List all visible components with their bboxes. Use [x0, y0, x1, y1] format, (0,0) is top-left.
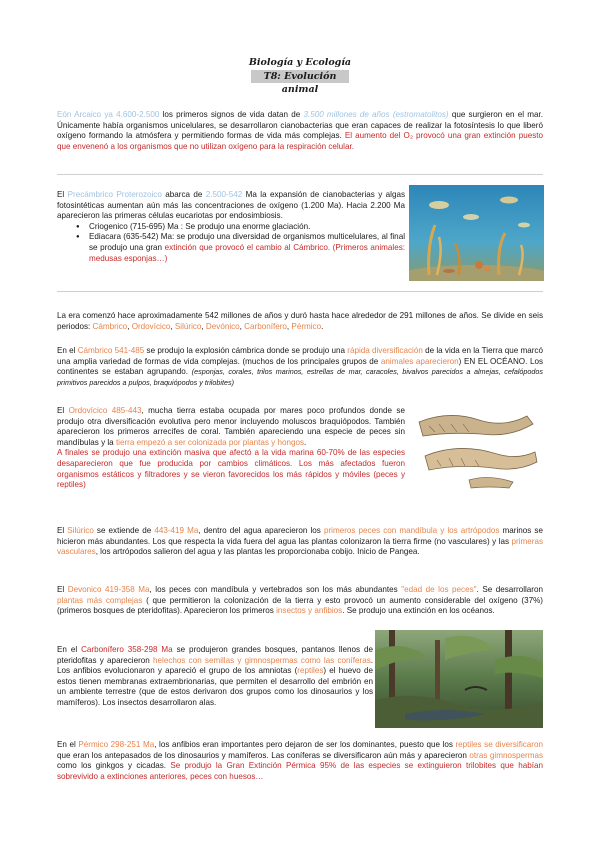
ediacara-extinction: extinción que provocó el cambio al Cámbrico. (Primeros animales: medusas esponjas…) [89, 242, 405, 263]
silurico-heading: Silúrico [67, 526, 94, 535]
ordovicico-text-3: . [304, 437, 307, 447]
cambrico-paragraph [57, 346, 543, 388]
devonico-heading: Devonico 419-358 Ma [67, 585, 150, 594]
jawless-fish-illustration [409, 402, 544, 492]
carbonifero-text-3: . Los anfibios evolucionaron y apareció el grupo de los amniotas ( [57, 655, 373, 676]
intro-text-1: los primeros signos de vida datan de [159, 110, 304, 119]
cambrico-heading: Cámbrico 541-485 [77, 346, 145, 355]
precambrico-era: Precámbrico Proterozoico [67, 190, 162, 199]
silurico-fish-arthropods: primeros peces con mandíbula y los artrópodos [323, 526, 500, 535]
cambrico-diversification: rápida diversificación [347, 346, 423, 355]
period-separator: , [170, 321, 175, 331]
devonico-text-5: . Se produjo una extinción en los océanos. [342, 606, 495, 616]
devonico-insects-amphibians: insectos y anfibios [276, 606, 343, 616]
permico-text-4: como los ginkgos y cicadas. [57, 761, 171, 771]
period-carbonifero: Carbonífero [244, 321, 287, 331]
precambrico-text-3: Ma la expansión de cianobacterias y algas fotosintéticas aumentan aún más las concentraciones de oxígeno (1.200 Ma). Hacia 2.200 Ma aparecieron las primeras células eucariotas por endosimbiosis. [57, 190, 405, 221]
subject-heading: Biología y Ecología [248, 57, 352, 68]
carbonifero-text-2: se produjeron grandes bosques, pantanos llenos de pteridofitas y aparecieron [57, 645, 373, 665]
divider-1 [57, 174, 543, 175]
period-separator: , [201, 321, 206, 331]
list-item [89, 232, 405, 264]
carbonifero-ferns-gymnosperms: helechos con semillas y gimnospermas como las coníferas [153, 655, 371, 665]
ordovicico-paragraph [57, 406, 405, 491]
criogenico-item: Criogenico (715-695) Ma : Se produjo una enorme glaciación. [89, 221, 311, 231]
ediacara-seafloor-image [409, 185, 544, 281]
silurico-vascular: primeras vasculares [57, 536, 543, 557]
ordovicico-text-1: El [57, 406, 69, 415]
permico-paragraph [57, 740, 543, 782]
cambrico-examples: (esponjas, corales, trilos marinos, estrellas de mar, caracoles, bivalvos parecidos a almejas, cefalópodos primitivos parecidos a pulpos, braquiópodos y trilobites) [57, 367, 543, 387]
cambrico-animals: animales aparecieron [380, 356, 459, 366]
devonico-text-2: , los peces con mandíbula y vertebrados son los más abundantes [149, 585, 402, 594]
period-devonico: Devónico [205, 321, 240, 331]
permico-great-extinction: Se produjo la Gran Extinción Pérmica 95% de las especies se extinguieron trilobites que habían sobrevivido a extinciones anteriores, peces con huesos… [57, 761, 543, 781]
oxygen-extinction-text: El aumento del O₂ provocó una gran extinción puesto que envenenó a los organismos que no utilizan oxígeno para la respiración celular. [57, 131, 543, 151]
carbonifero-text-4: ) el huevo de estos tienen membranas extraembrionarias, que permiten el desarrollo del embrión en un ambiente terrestre (que de estos derivaron dos grupos como los dinosaurios y los mamíferos). Los insectos desarrollaron alas. [57, 666, 374, 707]
precambrico-list [57, 222, 405, 264]
cambrico-text-2: se produjo la explosión cámbrica donde se produjo una [144, 346, 348, 355]
divider-2 [57, 291, 543, 292]
permico-text-1: En el [57, 740, 79, 749]
era-intro-text: La era comenzó hace aproximadamente 542 millones de años y duró hasta hace alrededor de 291 millones de años. Se divide en seis periodos: [57, 311, 543, 331]
period-separator: , [286, 321, 292, 331]
period-silurico: Silúrico [174, 321, 202, 331]
permico-gymnosperms: otras gimnospermas [469, 750, 543, 760]
ordovicico-text-2: , mucha tierra estaba ocupada por mares poco profundos donde se produjo otra diversificación evolutiva pero menor incluyendo moluscos braquiópodos. También aparecieron los primeros arrecifes de coral. También apareciendo una especie de peces sin mandíbulas y la [57, 406, 405, 447]
carbonifero-paragraph [57, 645, 373, 709]
carbonifero-reptiles: reptiles [297, 666, 324, 676]
intro-text-2: que surgieron en el mar. Únicamente había organismos unicelulares, se desarrollaron cianobacterias que eran capaces de realizar la fotosíntesis lo que liberó oxígeno formando la atmósfera y permitiendo formas de vida más complejas. [57, 110, 543, 141]
permico-text-2: , los anfibios eran importantes pero dejaron de ser los dominantes, puesto que los [154, 740, 456, 749]
carbonifero-text-1: En el [57, 645, 82, 654]
permico-heading: Pérmico 298-251 Ma [78, 740, 155, 749]
ediacara-item: Ediacara (635-542) Ma: se produjo una diversidad de organismos multicelulares, al final se produjo una gran [89, 232, 405, 252]
cambrico-text-3: de la vida en la Tierra que marcó una amplia variedad de formas de vida complejas. (muchos de los principales grupos de [57, 346, 543, 366]
devonico-paragraph [57, 585, 543, 617]
permico-reptiles-diversified: reptiles se diversificaron [455, 740, 543, 749]
list-item [89, 222, 405, 233]
silurico-range: 443-419 Ma [154, 526, 199, 535]
period-permico: Pérmico [291, 321, 322, 331]
precambrico-range: 2.500-542 [205, 190, 243, 199]
period-separator: , [127, 321, 132, 331]
precambrico-text-2: abarca de [161, 190, 206, 199]
eon-arcaico-text: Eón Arcaico ya 4.600-2.500 [57, 110, 160, 119]
precambrico-text-1: El [57, 190, 68, 199]
carboniferous-forest-image [375, 630, 543, 728]
period-cambrico: Cámbrico [92, 321, 128, 331]
silurico-text-5: , los artrópodos salieron del agua y las plantas les proporcionaba cobijo. Inicio de Pangea. [95, 547, 420, 557]
topic-heading: T8: Evolución animal [251, 70, 349, 83]
devonico-text-3: . Se desarrollaron [476, 585, 543, 594]
cambrico-text-1: En el [57, 346, 78, 355]
carbonifero-heading: Carbonífero 358-298 Ma [81, 645, 173, 654]
era-intro-paragraph [57, 311, 543, 332]
period-end: . [321, 321, 324, 331]
intro-paragraph [57, 110, 543, 152]
silurico-text-2: se extiende de [93, 526, 155, 535]
ordovicico-heading: Ordovícico 485-443 [68, 406, 142, 415]
precambrico-paragraph [57, 190, 405, 264]
devonico-text-4: ( que permitieron la colonización de la tierra y esto provocó un aumento considerable del oxígeno (37%) (primeros bosques de pteridofitas). Aparecieron los primeros [57, 595, 543, 616]
stromatolites-text: 3.500 millones de años (estromatolitos) [303, 110, 449, 119]
devonico-age-of-fish: "edad de los peces" [401, 585, 477, 594]
silurico-text-3: , dentro del agua aparecieron los [198, 526, 324, 535]
cambrico-text-4: ) EN EL OCÉANO. Los continentes se estaban agrupando. [57, 356, 543, 377]
silurico-text-4: marinos se hicieron más abundantes. Los que respecta la vida fuera del agua las plantas colonizaron la tierra firme (no vasculares) y las [57, 526, 543, 546]
silurico-text-1: El [57, 526, 68, 535]
permico-text-3: que eran los antepasados de los dinosaurios y mamíferos. Las coníferas se diversificaron aún más y aparecieron [57, 750, 470, 760]
ordovicico-land-colonized: tierra empezó a ser colonizada por plantas y hongos [115, 437, 305, 447]
silurico-paragraph [57, 526, 543, 558]
period-separator: , [239, 321, 245, 331]
ordovicico-extinction: A finales se produjo una extinción masiva que afectó a la vida marina 60-70% de las especies desaparecieron que fue producida por cambios climáticos. Los más afectados fueron organismos estáticos y filtradores y se vieron favorecidos los más rápidos y móviles (peces y reptiles) [57, 448, 405, 490]
period-ordovicico: Ordovícico [131, 321, 171, 331]
devonico-complex-plants: plantas más complejas [57, 595, 143, 605]
devonico-text-1: El [57, 585, 68, 594]
